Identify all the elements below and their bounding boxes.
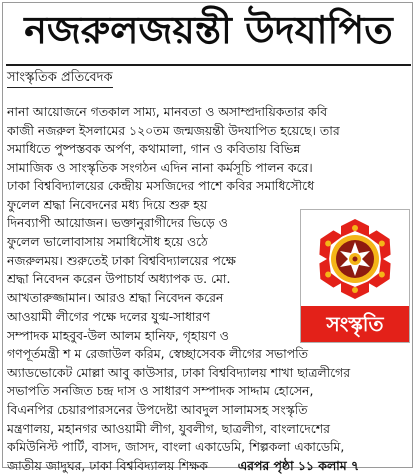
- culture-emblem-icon: [301, 210, 409, 306]
- byline: সাংস্কৃতিক প্রতিবেদক: [7, 70, 113, 88]
- text-line: মন্ত্রণালয়, মহানগর আওয়ামী লীগ, যুবলীগ, ছাত্রলীগ, বাংলাদেশের: [7, 420, 330, 436]
- culture-section-label: সংস্কৃতি: [301, 306, 409, 342]
- text-line: শ্রদ্ধা নিবেদন করেন উপাচার্য অধ্যাপক ড. মো.: [7, 271, 231, 287]
- text-line: সমাধিতে পুষ্পস্তবক অর্পণ, কথামালা, গান ও কবিতায় বিভিন্ন: [7, 141, 301, 157]
- text-line: ফুলেল ভালোবাসায় সমাধিসৌধ হয়ে ওঠে: [7, 234, 208, 250]
- culture-emblem-box: [300, 209, 410, 343]
- text-line: কাজী নজরুল ইসলামের ১২০তম জন্মজয়ন্তী উদযাপিত হয়েছে। তার: [7, 122, 340, 138]
- text-line: সামাজিক ও সাংস্কৃতিক সংগঠন এদিন নানা কর্মসূচি পালন করে।: [7, 160, 313, 176]
- paragraph-1: [7, 103, 409, 178]
- text-line: কমিউনিস্ট পার্টি, বাসদ, জাসদ, বাংলা একাডেমি, শিল্পকলা একাডেমি,: [7, 439, 345, 455]
- paragraph-2-cont: [7, 308, 298, 345]
- text-line-last: [7, 457, 409, 476]
- last-line-text: জাতীয় জাদুঘর, ঢাকা বিশ্ববিদ্যালয় শিক্ষক: [7, 458, 208, 474]
- continued-note: এরপর পৃষ্ঠা ১১ কলাম ৭: [237, 458, 360, 474]
- headline: নজরুলজয়ন্তী উদযাপিত: [24, 8, 393, 52]
- text-line: আখতারুজ্জামান। আরও শ্রদ্ধা নিবেদন করেন: [7, 290, 224, 306]
- text-line: গণপূর্তমন্ত্রী শ ম রেজাউল করিম, স্বেচ্ছাসেবক লীগের সভাপতি: [7, 346, 308, 361]
- text-line: নজরুলময়। শুরুতেই ঢাকা বিশ্ববিদ্যালয়ের পক্ষে: [7, 252, 236, 268]
- text-line: অ্যাডভোকেট মোল্লা আবু কাউসার, ঢাকা বিশ্ববিদ্যালয় শাখা ছাত্রলীগের: [7, 364, 351, 380]
- text-line: দিনব্যাপী আয়োজন। ভক্তানুরাগীদের ভিড়ে ও: [7, 215, 228, 231]
- text-line: বিএনপির চেয়ারপারসনের উপদেষ্টা আবদুল সালামসহ সংস্কৃতি: [7, 402, 308, 418]
- text-line: সম্পাদক মাহবুব-উল আলম হানিফ, গৃহায়ণ ও: [7, 327, 229, 343]
- text-line: আওয়ামী লীগের পক্ষে দলের যুগ্ম-সাধারণ: [7, 309, 210, 324]
- text-line: সভাপতি সনজিত চন্দ্র দাস ও সাধারণ সম্পাদক সাদ্দাম হোসেন,: [7, 383, 314, 399]
- text-line: ঢাকা বিশ্ববিদ্যালয়ের কেন্দ্রীয় মসজিদের পাশে কবির সমাধিসৌধে: [7, 178, 315, 193]
- text-line: ফুলেল শ্রদ্ধা নিবেদনের মধ্য দিয়ে শুরু হয়: [7, 196, 208, 212]
- headline-rule: [6, 64, 411, 66]
- text-line: নানা আয়োজনে গতকাল সাম্য, মানবতা ও অসাম্প্রদায়িকতার কবি: [7, 104, 328, 119]
- paragraph-3: [7, 345, 409, 476]
